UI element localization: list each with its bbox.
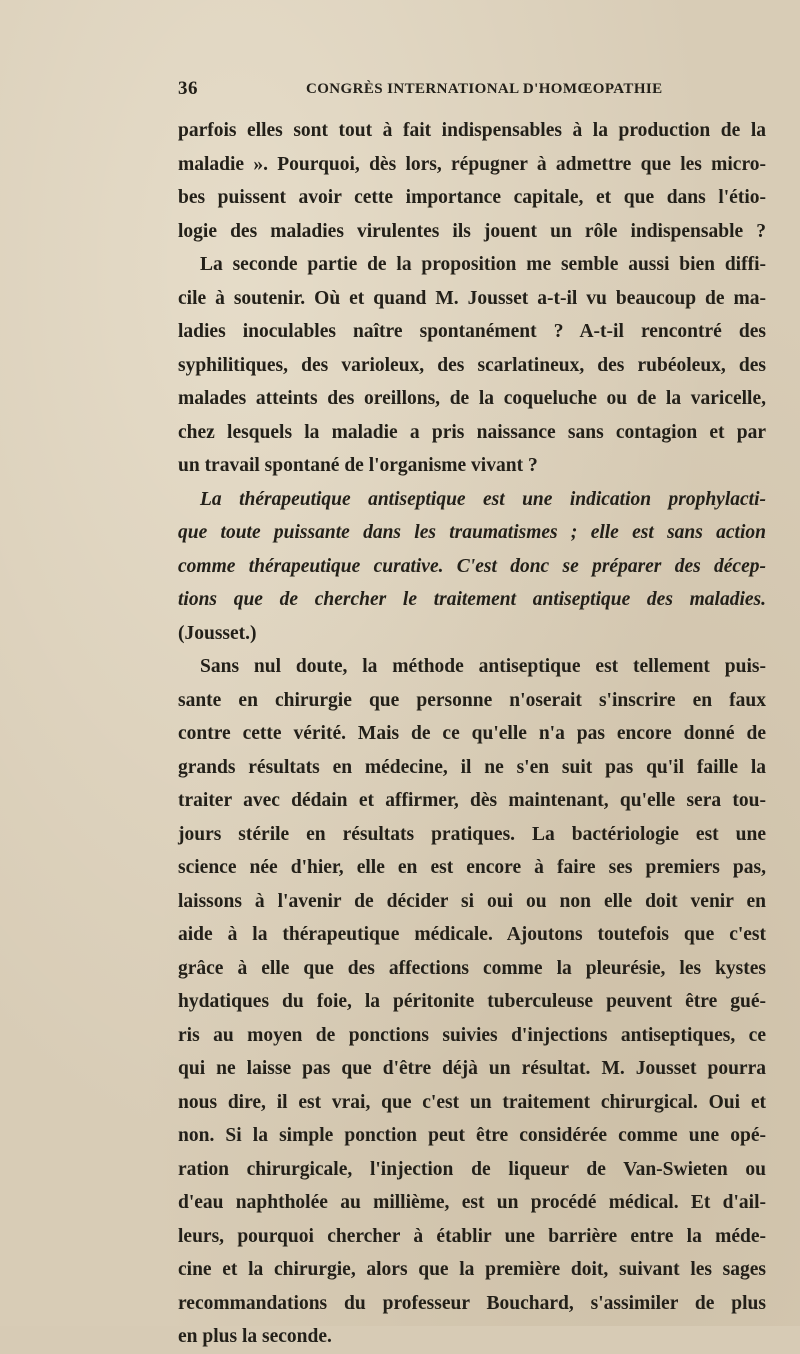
text-line: cile à soutenir. Où et quand M. Jousset a-t-il vu beaucoup de ma- xyxy=(178,287,766,309)
text-line: comme thérapeutique curative. C'est donc se préparer des décep- xyxy=(178,555,766,577)
text-line: maladie ». Pourquoi, dès lors, répugner à admettre que les micro- xyxy=(178,153,766,175)
text-line: cine et la chirurgie, alors que la première doit, suivant les sages xyxy=(178,1259,766,1280)
text-line: (Jousset.) xyxy=(178,622,257,644)
text-line: malades atteints des oreillons, de la coqueluche ou de la varicelle, xyxy=(178,388,766,409)
text-line: hydatiques du foie, la péritonite tuberculeuse peuvent être gué- xyxy=(178,991,766,1012)
text-line: d'eau naphtholée au millième, est un procédé médical. Et d'ail- xyxy=(178,1192,766,1213)
text-line: ris au moyen de ponctions suivies d'injections antiseptiques, ce xyxy=(178,1024,766,1046)
text-line: grâce à elle que des affections comme la pleurésie, les kystes xyxy=(178,957,766,979)
text-line: Sans nul doute, la méthode antiseptique est tellement puis- xyxy=(200,656,766,677)
page-number: 36 xyxy=(178,78,198,99)
text-line: aide à la thérapeutique médicale. Ajoutons toutefois que c'est xyxy=(178,924,766,945)
running-head xyxy=(178,78,764,102)
text-line: chez lesquels la maladie a pris naissance sans contagion et par xyxy=(178,421,766,443)
text-line: tions que de chercher le traitement antiseptique des maladies. xyxy=(178,589,766,610)
text-line: logie des maladies virulentes ils jouent un rôle indispensable ? xyxy=(178,220,766,242)
text-line: La seconde partie de la proposition me semble aussi bien diffi- xyxy=(200,254,766,275)
text-line: La thérapeutique antiseptique est une indication prophylacti- xyxy=(200,488,766,510)
text-line: sante en chirurgie que personne n'oserait s'inscrire en faux xyxy=(178,689,766,711)
body-text xyxy=(178,114,766,1354)
running-title: CONGRÈS INTERNATIONAL D'HOMŒOPATHIE xyxy=(306,81,663,97)
text-line: jours stérile en résultats pratiques. La bactériologie est une xyxy=(178,823,766,845)
text-line: qui ne laisse pas que d'être déjà un résultat. M. Jousset pourra xyxy=(178,1058,766,1079)
text-line: syphilitiques, des varioleux, des scarlatineux, des rubéoleux, des xyxy=(178,354,766,376)
text-line: recommandations du professeur Bouchard, s'assimiler de plus xyxy=(178,1292,766,1314)
text-line: leurs, pourquoi chercher à établir une barrière entre la méde- xyxy=(178,1225,766,1247)
text-line: grands résultats en médecine, il ne s'en suit pas qu'il faille la xyxy=(178,756,766,778)
text-line: contre cette vérité. Mais de ce qu'elle n'a pas encore donné de xyxy=(178,723,766,744)
text-line: un travail spontané de l'organisme vivant ? xyxy=(178,455,538,476)
text-line: bes puissent avoir cette importance capitale, et que dans l'étio- xyxy=(178,187,766,208)
text-line: ladies inoculables naître spontanément ? A-t-il rencontré des xyxy=(178,321,766,342)
text-line: que toute puissante dans les traumatismes ; elle est sans action xyxy=(178,522,766,543)
text-line: en plus la seconde. xyxy=(178,1326,332,1347)
text-line: laissons à l'avenir de décider si oui ou non elle doit venir en xyxy=(178,890,766,912)
text-line: nous dire, il est vrai, que c'est un traitement chirurgical. Oui et xyxy=(178,1091,766,1113)
text-line: ration chirurgicale, l'injection de liqueur de Van-Swieten ou xyxy=(178,1158,766,1180)
text-line: traiter avec dédain et affirmer, dès maintenant, qu'elle sera tou- xyxy=(178,790,766,811)
text-line: parfois elles sont tout à fait indispensables à la production de la xyxy=(178,120,766,141)
text-line: science née d'hier, elle en est encore à faire ses premiers pas, xyxy=(178,857,766,878)
text-line: non. Si la simple ponction peut être considérée comme une opé- xyxy=(178,1125,766,1146)
